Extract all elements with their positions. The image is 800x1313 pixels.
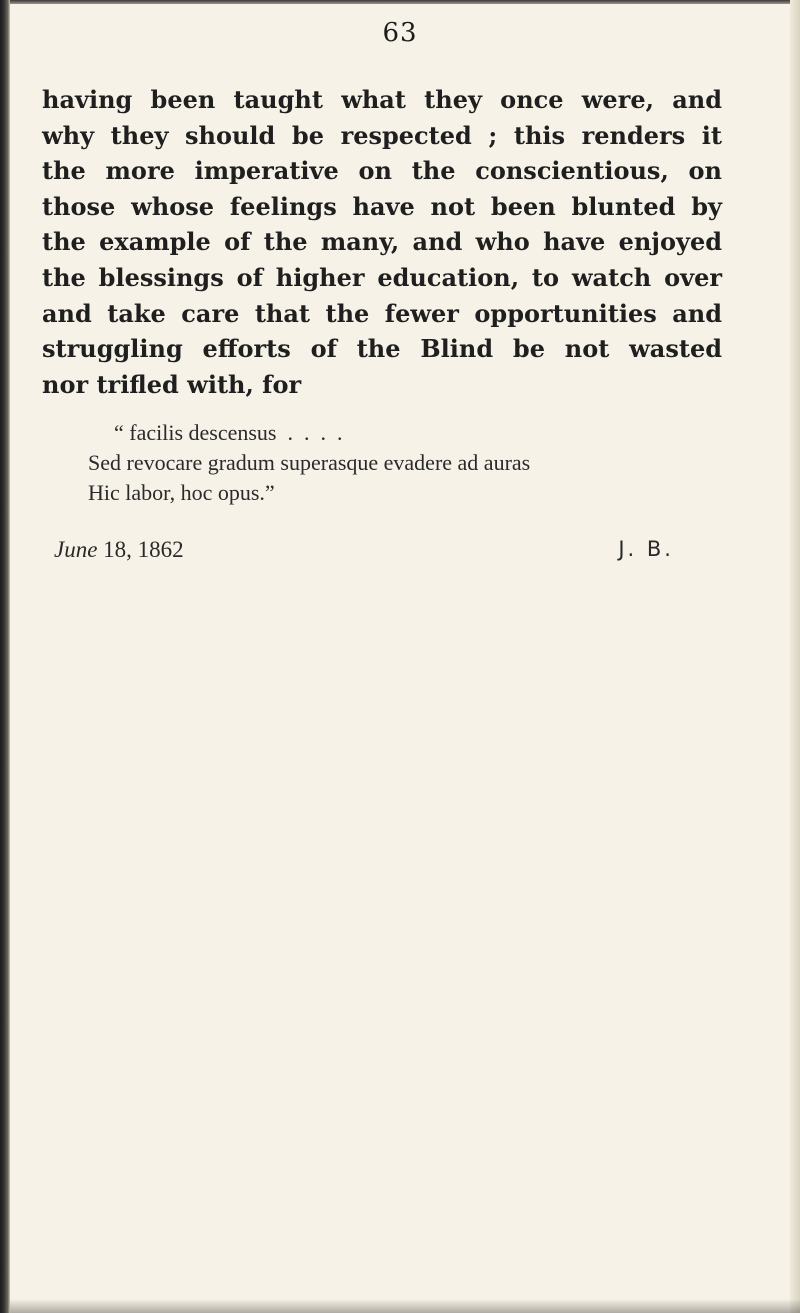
author-initials: J. B. — [618, 537, 674, 561]
body-line: the example of the many, and who have enjoyed — [42, 227, 722, 257]
signoff-month: June — [54, 537, 98, 562]
body-line: struggling efforts of the Blind be not wasted — [42, 334, 722, 364]
signoff-date: 18, 1862 — [97, 537, 184, 562]
body-line: the blessings of higher education, to watch over — [42, 262, 722, 292]
quotation-line: Hic labor, hoc opus.” — [88, 480, 275, 505]
body-line: and take care that the fewer opportunities and — [42, 298, 722, 328]
body-line: nor trifled with, for — [42, 369, 302, 399]
signoff — [54, 537, 674, 563]
body-line: having been taught what they once were, and — [42, 85, 722, 114]
right-page-edge — [790, 0, 800, 1313]
body-line: the more imperative on the conscientious, on — [42, 156, 722, 186]
top-page-edge — [10, 0, 800, 4]
bottom-page-shadow — [10, 1299, 800, 1313]
body-line: why they should be respected ; this renders it — [42, 120, 722, 150]
binding-edge — [0, 0, 10, 1313]
body-paragraph — [42, 82, 722, 402]
quotation-line: Sed revocare gradum superasque evadere ad auras — [88, 450, 531, 475]
quotation-line: “ facilis descensus . . . . — [114, 420, 343, 445]
latin-quotation — [88, 418, 688, 508]
page-number: 63 — [382, 18, 418, 48]
body-line: those whose feelings have not been blunted by — [42, 191, 722, 221]
